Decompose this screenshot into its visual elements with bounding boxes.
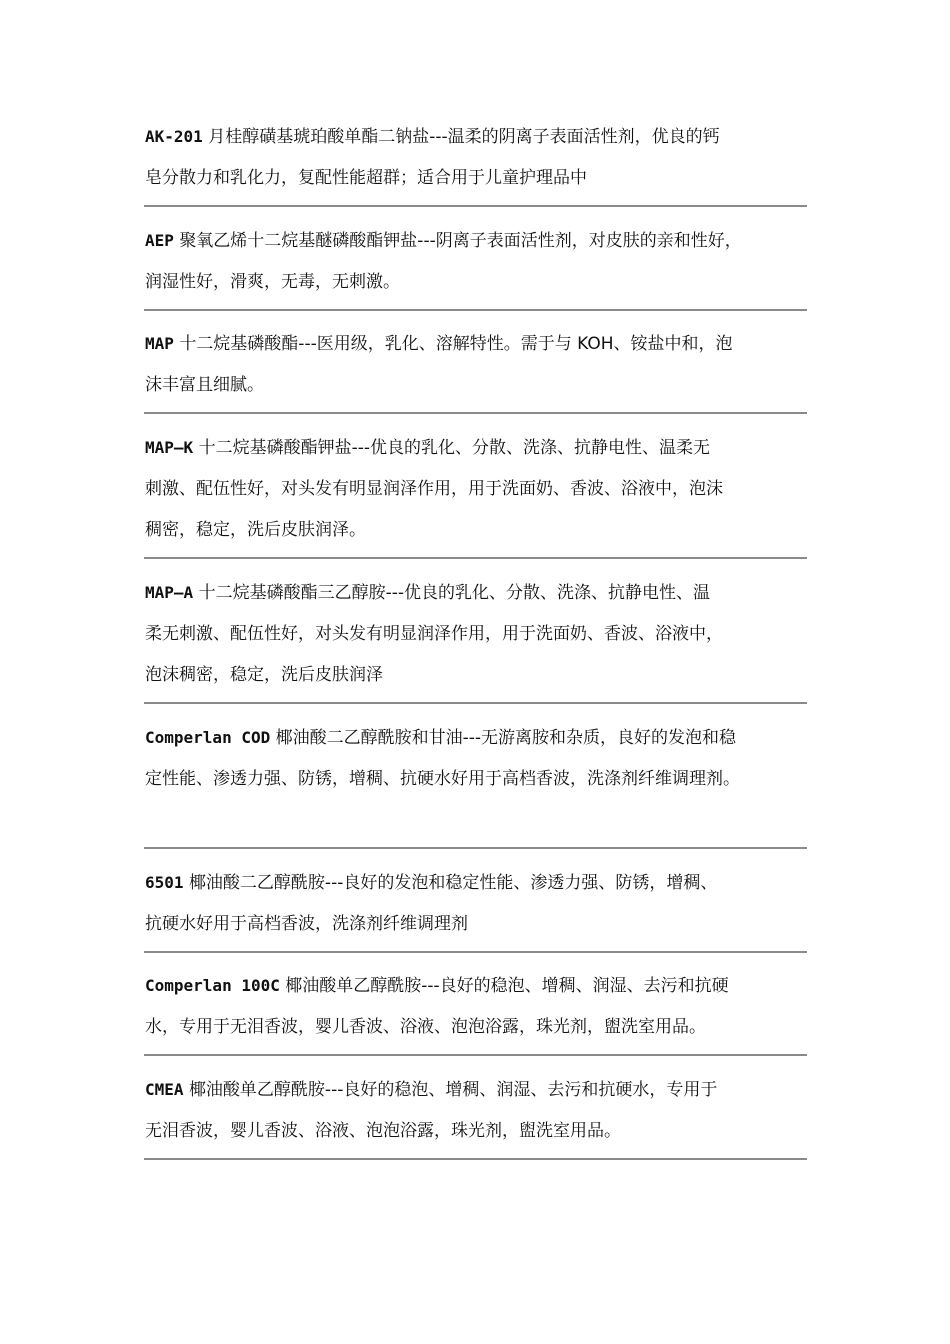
- product-code: AEP: [145, 231, 174, 250]
- product-code: MAP—K: [145, 438, 194, 457]
- description-text: 椰油酸单乙醇酰胺---良好的稳泡、增稠、润湿、去污和抗硬水，专用于: [188, 1080, 718, 1100]
- product-code: MAP—A: [145, 583, 194, 602]
- entry-map-k: [145, 427, 817, 551]
- entry-line: [145, 427, 817, 469]
- description-text: 椰油酸二乙醇酰胺---良好的发泡和稳定性能、渗透力强、防锈，增稠、: [188, 873, 718, 893]
- description-text: 润湿性好，滑爽，无毒，无刺激。: [145, 272, 400, 292]
- description-text: 泡沫稠密，稳定，洗后皮肤润泽: [145, 665, 383, 685]
- description-text: 刺激、配伍性好，对头发有明显润泽作用，用于洗面奶、香波、浴液中，泡沫: [145, 479, 723, 499]
- entry-line: [145, 220, 817, 262]
- product-code: AK-201: [145, 127, 203, 146]
- divider: [144, 1054, 807, 1056]
- divider: [144, 702, 807, 704]
- description-text: 十二烷基磷酸酯钾盐---优良的乳化、分散、洗涤、抗静电性、温柔无: [198, 438, 710, 458]
- entry-line: [145, 717, 817, 759]
- divider: [144, 847, 807, 849]
- divider: [144, 557, 807, 559]
- entry-map: [145, 323, 817, 406]
- entry-cmea: [145, 1069, 817, 1152]
- entry-ak-201: [145, 116, 817, 199]
- divider: [144, 1158, 807, 1160]
- description-text: 十二烷基磷酸酯---医用级，乳化、溶解特性。需于与 KOH、铵盐中和，泡: [179, 334, 733, 354]
- entry-line: [145, 965, 817, 1007]
- divider: [144, 951, 807, 953]
- entry-6501: [145, 862, 817, 945]
- description-text: 沫丰富且细腻。: [145, 375, 264, 395]
- description-text: 定性能、渗透力强、防锈，增稠、抗硬水好用于高档香波，洗涤剂纤维调理剂。: [145, 769, 740, 789]
- entry-map-a: [145, 572, 817, 696]
- description-text: 十二烷基磷酸酯三乙醇胺---优良的乳化、分散、洗涤、抗静电性、温: [198, 583, 710, 603]
- entry-line: [145, 572, 817, 614]
- product-code: CMEA: [145, 1080, 184, 1099]
- description-text: 柔无刺激、配伍性好，对头发有明显润泽作用，用于洗面奶、香波、浴液中，: [145, 624, 723, 644]
- description-text: 聚氧乙烯十二烷基醚磷酸酯钾盐---阴离子表面活性剂，对皮肤的亲和性好，: [179, 231, 742, 251]
- entry-aep: [145, 220, 817, 303]
- description-text: 抗硬水好用于高档香波，洗涤剂纤维调理剂: [145, 914, 468, 934]
- description-text: 无泪香波，婴儿香波、浴液、泡泡浴露，珠光剂，盥洗室用品。: [145, 1121, 621, 1141]
- description-text: 稠密，稳定，洗后皮肤润泽。: [145, 520, 366, 540]
- description-text: 椰油酸单乙醇酰胺---良好的稳泡、增稠、润湿、去污和抗硬: [285, 976, 729, 996]
- entry-line: [145, 116, 817, 158]
- product-code: MAP: [145, 334, 174, 353]
- entry-comperlan-100c: [145, 965, 817, 1048]
- divider: [144, 309, 807, 311]
- divider: [144, 412, 807, 414]
- description-text: 月桂醇磺基琥珀酸单酯二钠盐---温柔的阴离子表面活性剂，优良的钙: [208, 127, 720, 147]
- product-code: 6501: [145, 873, 184, 892]
- product-code: Comperlan COD: [145, 728, 271, 747]
- entry-comperlan-cod: [145, 717, 817, 800]
- description-text: 水，专用于无泪香波，婴儿香波、浴液、泡泡浴露，珠光剂，盥洗室用品。: [145, 1017, 706, 1037]
- divider: [144, 205, 807, 207]
- entry-line: [145, 323, 817, 365]
- entry-line: [145, 862, 817, 904]
- entry-line: [145, 1069, 817, 1111]
- product-code: Comperlan 100C: [145, 976, 280, 995]
- description-text: 椰油酸二乙醇酰胺和甘油---无游离胺和杂质，良好的发泡和稳: [275, 728, 737, 748]
- description-text: 皂分散力和乳化力，复配性能超群；适合用于儿童护理品中: [145, 168, 587, 188]
